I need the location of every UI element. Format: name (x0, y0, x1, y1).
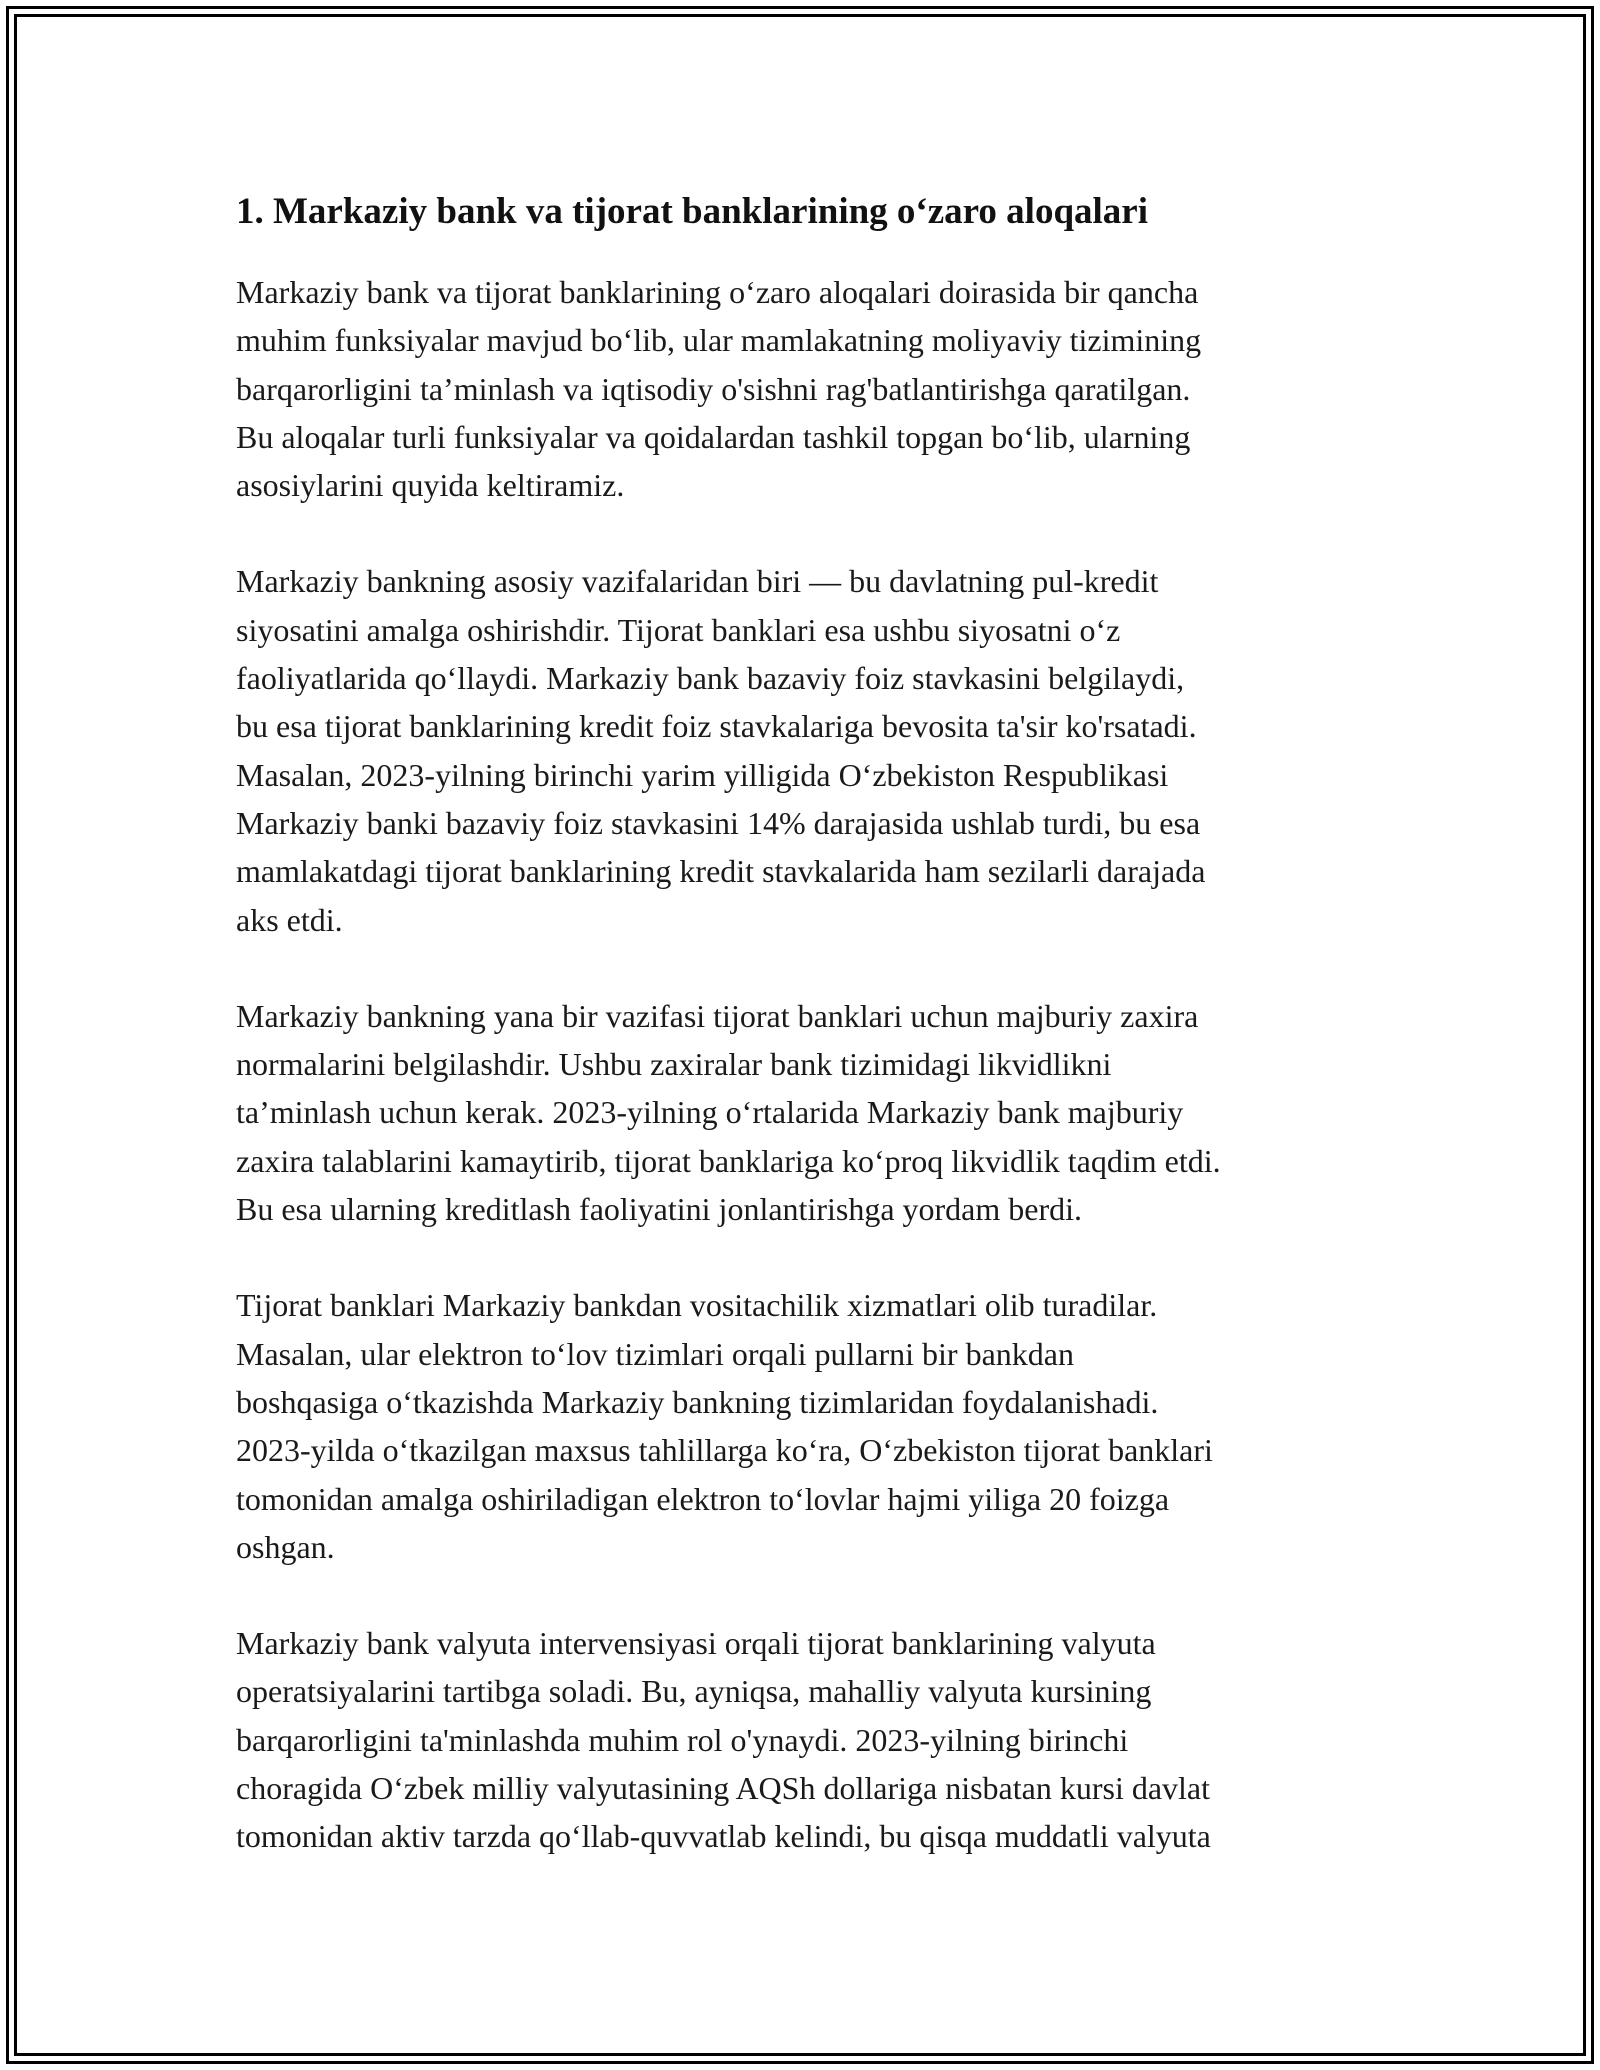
paragraph-line: Masalan, 2023-yilning birinchi yarim yilligida O‘zbekiston Respublikasi (236, 756, 1169, 793)
paragraph-currency-intervention (236, 1619, 1370, 1860)
paragraph-line: siyosatini amalga oshirishdir. Tijorat banklari esa ushbu siyosatni o‘z (236, 611, 1121, 648)
paragraph-line: Masalan, ular elektron to‘lov tizimlari orqali pullarni bir bankdan (236, 1335, 1074, 1372)
paragraph-line: ta’minlash uchun kerak. 2023-yilning o‘rtalarida Markaziy bank majburiy (236, 1094, 1184, 1131)
paragraph-monetary-policy (236, 557, 1370, 943)
paragraph-line: choragida O‘zbek milliy valyutasining AQSh dollariga nisbatan kursi davlat (236, 1770, 1211, 1807)
paragraph-line: Tijorat banklari Markaziy bankdan vositachilik xizmatlari olib turadilar. (236, 1287, 1158, 1324)
paragraph-line: barqarorligini ta'minlashda muhim rol o'ynaydi. 2023-yilning birinchi (236, 1721, 1129, 1758)
paragraph-line: normalarini belgilashdir. Ushbu zaxiralar bank tizimidagi likvidlikni (236, 1046, 1112, 1083)
paragraph-line: tomonidan amalga oshiriladigan elektron to‘lovlar hajmi yiliga 20 foizga (236, 1480, 1170, 1517)
paragraph-line: Markaziy banki bazaviy foiz stavkasini 14% darajasida ushlab turdi, bu esa (236, 804, 1201, 841)
paragraph-line: tomonidan aktiv tarzda qo‘llab-quvvatlab kelindi, bu qisqa muddatli valyuta (236, 1818, 1211, 1855)
paragraph-line: Bu esa ularning kreditlash faoliyatini jonlantirishga yordam berdi. (236, 1191, 1083, 1228)
paragraph-line: bu esa tijorat banklarining kredit foiz stavkalariga bevosita ta'sir ko'rsatadi. (236, 708, 1197, 745)
paragraph-reserve-requirements (236, 992, 1370, 1233)
paragraph-line: 2023-yilda o‘tkazilgan maxsus tahlillarga ko‘ra, O‘zbekiston tijorat banklari (236, 1432, 1213, 1469)
paragraph-line: aks etdi. (236, 901, 343, 938)
paragraph-line: barqarorligini ta’minlash va iqtisodiy o'sishni rag'batlantirishga qaratilgan. (236, 370, 1191, 407)
paragraph-line: muhim funksiyalar mavjud bo‘lib, ular mamlakatning moliyaviy tizimining (236, 322, 1202, 359)
document-body (236, 186, 1370, 1909)
paragraph-line: zaxira talablarini kamaytirib, tijorat banklariga ko‘proq likvidlik taqdim etdi. (236, 1142, 1221, 1179)
paragraph-line: boshqasiga o‘tkazishda Markaziy bankning tizimlaridan foydalanishadi. (236, 1383, 1159, 1420)
paragraph-line: Markaziy bank va tijorat banklarining o‘zaro aloqalari doirasida bir qancha (236, 274, 1199, 310)
section-heading: 1. Markaziy bank va tijorat banklarining o‘zaro aloqalari (236, 191, 1149, 232)
paragraph-line: asosiylarini quyida keltiramiz. (236, 467, 625, 504)
paragraph-line: mamlakatdagi tijorat banklarining kredit stavkalarida ham sezilarli darajada (236, 853, 1206, 890)
paragraph-line: Markaziy bankning asosiy vazifalaridan biri — bu davlatning pul-kredit (236, 563, 1159, 600)
paragraph-line: Markaziy bank valyuta intervensiyasi orqali tijorat banklarining valyuta (236, 1625, 1156, 1662)
paragraph-line: Markaziy bankning yana bir vazifasi tijorat banklari uchun majburiy zaxira (236, 997, 1199, 1034)
paragraph-line: oshgan. (236, 1528, 335, 1565)
paragraph-intermediary-services (236, 1281, 1370, 1571)
paragraph-line: faoliyatlarida qo‘llaydi. Markaziy bank bazaviy foiz stavkasini belgilaydi, (236, 660, 1185, 697)
paragraph-line: Bu aloqalar turli funksiyalar va qoidalardan tashkil topgan bo‘lib, ularning (236, 418, 1191, 455)
paragraph-line: operatsiyalarini tartibga soladi. Bu, ayniqsa, mahalliy valyuta kursining (236, 1673, 1152, 1710)
paragraph-intro (236, 268, 1370, 509)
